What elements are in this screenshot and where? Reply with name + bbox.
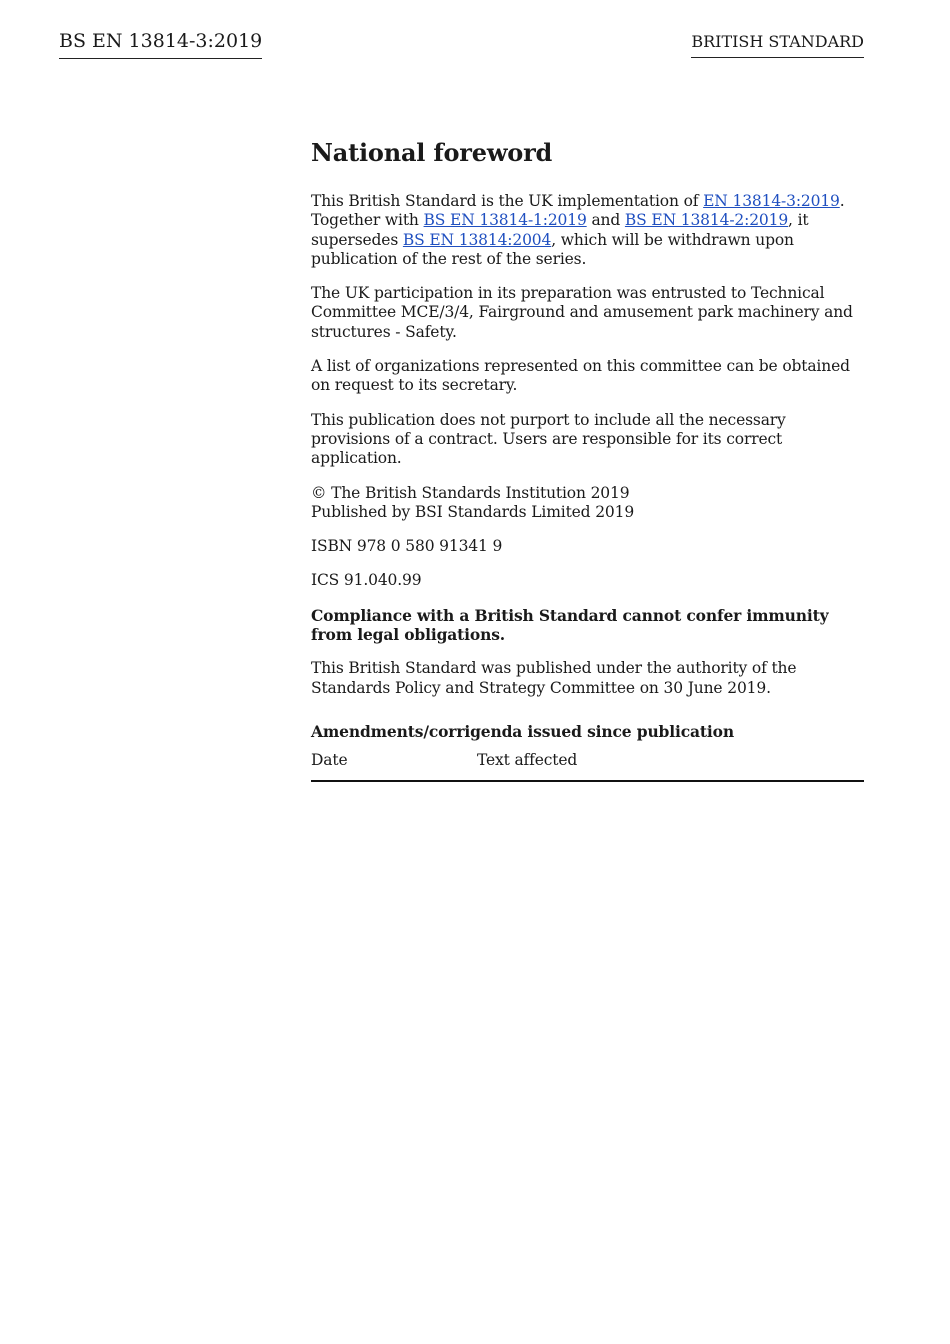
organizations-paragraph: A list of organizations represented on this committee can be obtained on request to its secretary. <box>311 357 850 395</box>
para1-text-1: This British Standard is the UK implementation of <box>311 192 704 210</box>
para1-text-4: , it supersedes <box>311 211 809 249</box>
para1-text-5: , which will be withdrawn upon publication of the rest of the series. <box>311 230 794 268</box>
page-title: National foreword <box>311 138 553 167</box>
header-document-id: BS EN 13814-3:2019 <box>59 30 262 59</box>
link-bs-en-13814-2004[interactable]: BS EN 13814:2004 <box>402 230 552 249</box>
amendments-title: Amendments/corrigenda issued since publication <box>311 721 734 741</box>
contract-paragraph: This publication does not purport to include all the necessary provisions of a contract. Users are responsible for its correct application. <box>311 410 786 468</box>
para1-text-2: . Together with <box>311 192 845 230</box>
compliance-statement: Compliance with a British Standard cannot confer immunity from legal obligations. <box>311 605 829 645</box>
authority-paragraph: This British Standard was published under the authority of the Standards Policy and Strategy Committee on 30 June 2019. <box>311 659 797 697</box>
link-bs-en-13814-2[interactable]: BS EN 13814-2:2019 <box>624 211 789 230</box>
isbn: ISBN 978 0 580 91341 9 <box>311 537 503 556</box>
copyright-block <box>311 484 864 523</box>
ics: ICS 91.040.99 <box>311 571 422 590</box>
column-text-affected: Text affected <box>477 751 578 770</box>
para1-text-3: and <box>586 211 625 230</box>
copyright-line: © The British Standards Institution 2019 <box>311 483 630 502</box>
implementation-paragraph <box>311 192 864 269</box>
amendments-table-header <box>311 751 864 782</box>
column-date: Date <box>311 751 348 770</box>
publisher-line: Published by BSI Standards Limited 2019 <box>311 502 635 521</box>
foreword-content <box>311 138 864 782</box>
committee-paragraph: The UK participation in its preparation was entrusted to Technical Committee MCE/3/4, Fairground and amusement park machinery and structures - Safety. <box>311 284 853 341</box>
link-bs-en-13814-1[interactable]: BS EN 13814-1:2019 <box>423 211 587 230</box>
link-en-13814-3[interactable]: EN 13814-3:2019 <box>703 192 840 210</box>
header-category: BRITISH STANDARD <box>691 32 864 58</box>
